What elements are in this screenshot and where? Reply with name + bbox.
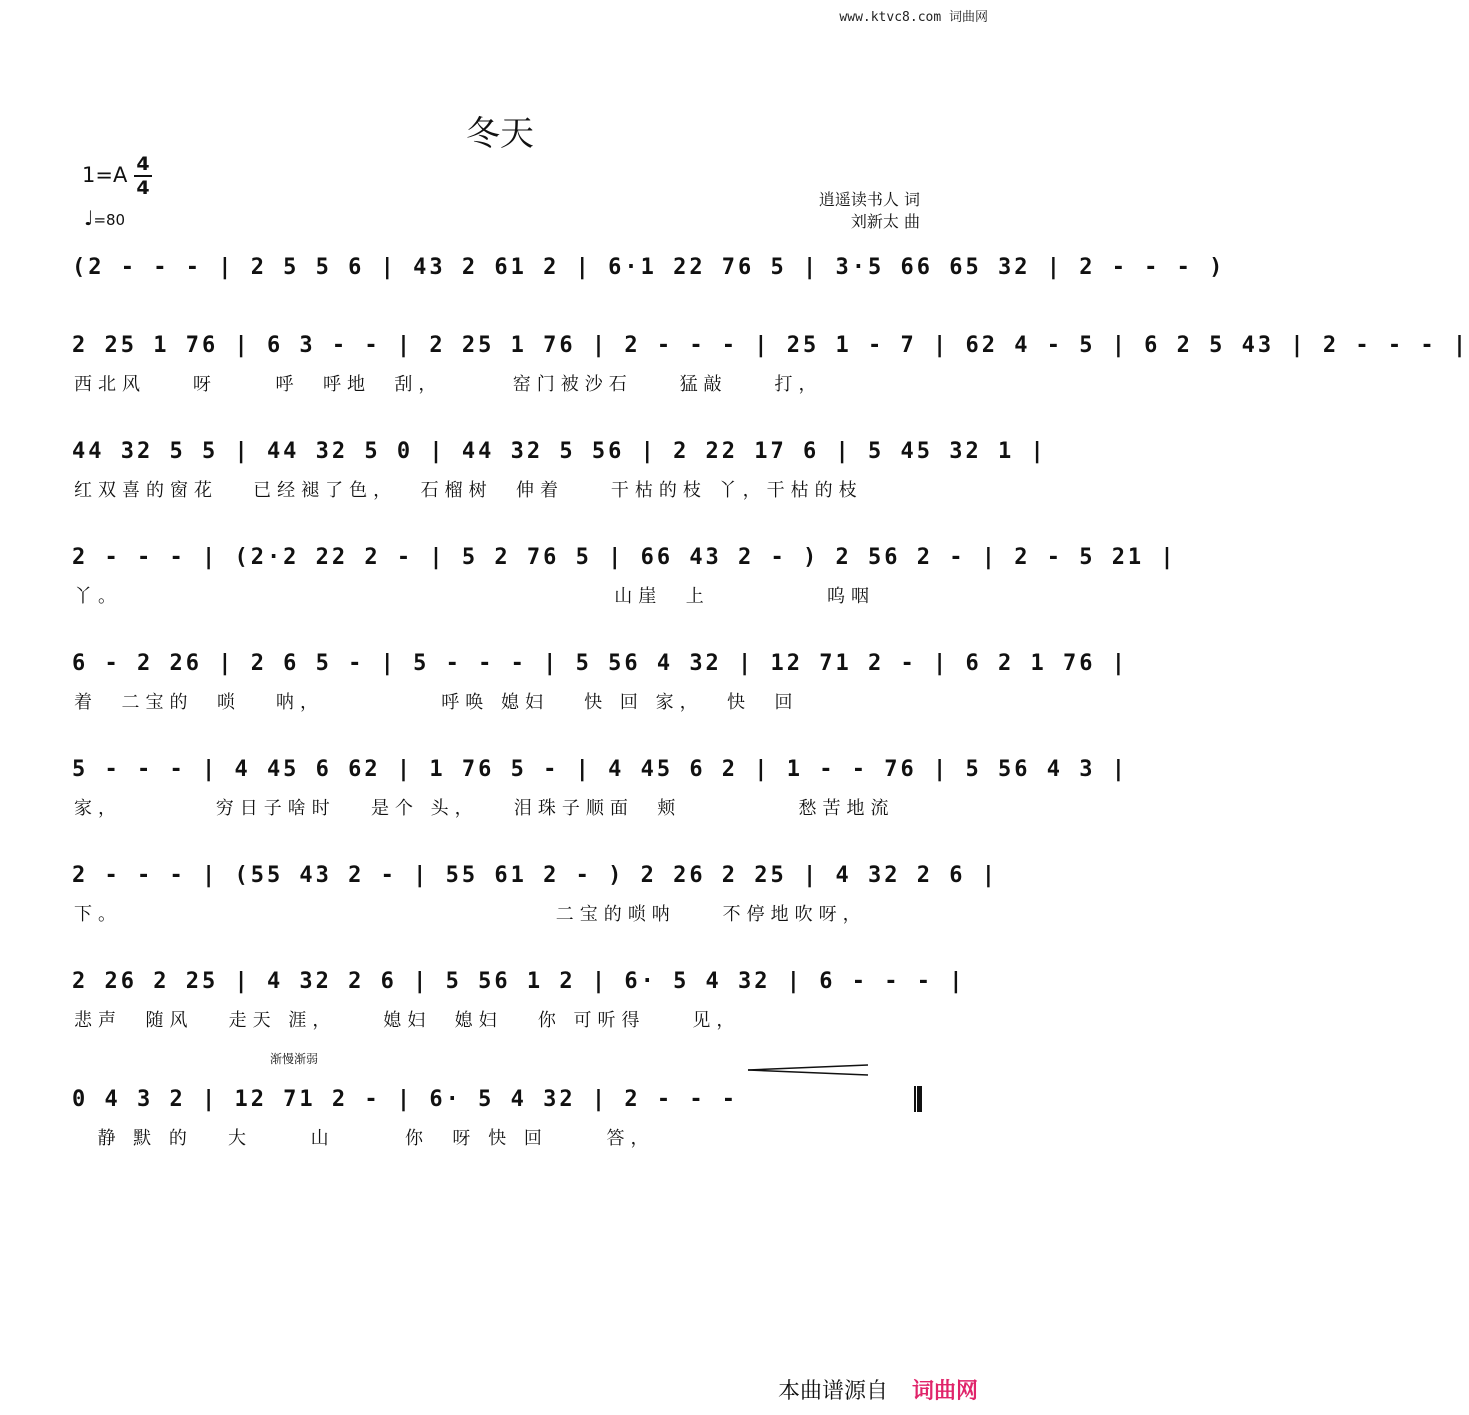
key-signature: 1=A [82, 163, 128, 187]
notation-row: 2 - - - | (2·2 22 2 - | 5 2 76 5 | 66 43 2 - ) 2 56 2 - | 2 - 5 21 | [72, 545, 1177, 570]
dynamics-annotation: 渐慢渐弱 [270, 1052, 319, 1066]
lyrics-row: 下。 二宝的唢呐 不停地吹呀， [74, 904, 867, 925]
quarter-note-icon: ♩ [84, 206, 94, 230]
score-line-8 [0, 962, 1000, 1058]
lyrics-row: 悲声 随风 走天 涯， 媳妇 媳妇 你 可听得 见， [74, 1010, 741, 1031]
score-line-3 [0, 432, 1047, 528]
song-title: 冬天 [466, 114, 534, 154]
tempo-marking [84, 206, 125, 230]
time-signature-bottom: 4 [136, 177, 150, 199]
lyrics-row: 红双喜的窗花 已经褪了色， 石榴树 伸着 干枯的枝 丫，干枯的枝 [74, 480, 863, 501]
source-label: 本曲谱源自 [777, 1379, 888, 1404]
score-line-4 [0, 538, 1177, 634]
notation-row: 2 25 1 76 | 6 3 - - | 2 25 1 76 | 2 - - - | 25 1 - 7 | 62 4 - 5 | 6 2 5 43 | 2 - - - | [72, 333, 1469, 358]
final-barline [914, 1086, 922, 1112]
source-logo[interactable]: 词曲网 [911, 1379, 978, 1404]
notation-row: 0 4 3 2 | 12 71 2 - | 6· 5 4 32 | 2 - - - [72, 1087, 739, 1112]
watermark-top: www.ktvc8.com 词曲网 [839, 10, 988, 25]
score-line-5 [0, 644, 1128, 740]
lyrics-row: 西北风 呀 呼 呼地 刮， 窑门被沙石 猛敲 打， [74, 374, 823, 395]
lyrics-row: 丫。 山崖 上 呜咽 [74, 586, 875, 607]
decrescendo-icon [748, 1064, 868, 1076]
composer-credit: 刘新太 曲 [850, 212, 920, 231]
notation-row: 5 - - - | 4 45 6 62 | 1 76 5 - | 4 45 6 2 | 1 - - 76 | 5 56 4 3 | [72, 757, 1128, 782]
tempo-value: =80 [93, 211, 126, 229]
notation-row: 2 26 2 25 | 4 32 2 6 | 5 56 1 2 | 6· 5 4 32 | 6 - - - | [72, 969, 966, 994]
score-line-7 [0, 856, 1000, 952]
score-line-6 [0, 750, 1128, 846]
notation-row: 44 32 5 5 | 44 32 5 0 | 44 32 5 56 | 2 22 17 6 | 5 45 32 1 | [72, 439, 1047, 464]
score-line-9 [0, 1080, 1000, 1176]
notation-row: 2 - - - | (55 43 2 - | 55 61 2 - ) 2 26 2 25 | 4 32 2 6 | [72, 863, 998, 888]
time-signature [134, 154, 152, 198]
score-line-2 [0, 326, 1469, 422]
notation-row: (2 - - - | 2 5 5 6 | 43 2 61 2 | 6·1 22 76 5 | 3·5 66 65 32 | 2 - - - ) [72, 255, 1226, 280]
time-signature-top: 4 [136, 153, 150, 175]
lyrics-row: 静 默 的 大 山 你 呀 快 回 答， [74, 1128, 655, 1149]
notation-row: 6 - 2 26 | 2 6 5 - | 5 - - - | 5 56 4 32 | 12 71 2 - | 6 2 1 76 | [72, 651, 1128, 676]
lyrics-row: 着 二宝的 唢 呐， 呼唤 媳妇 快 回 家， 快 回 [74, 692, 799, 713]
lyricist-credit: 逍遥读书人 词 [818, 190, 920, 209]
lyrics-row: 家， 穷日子啥时 是个 头， 泪珠子顺面 颊 愁苦地流 [74, 798, 895, 819]
